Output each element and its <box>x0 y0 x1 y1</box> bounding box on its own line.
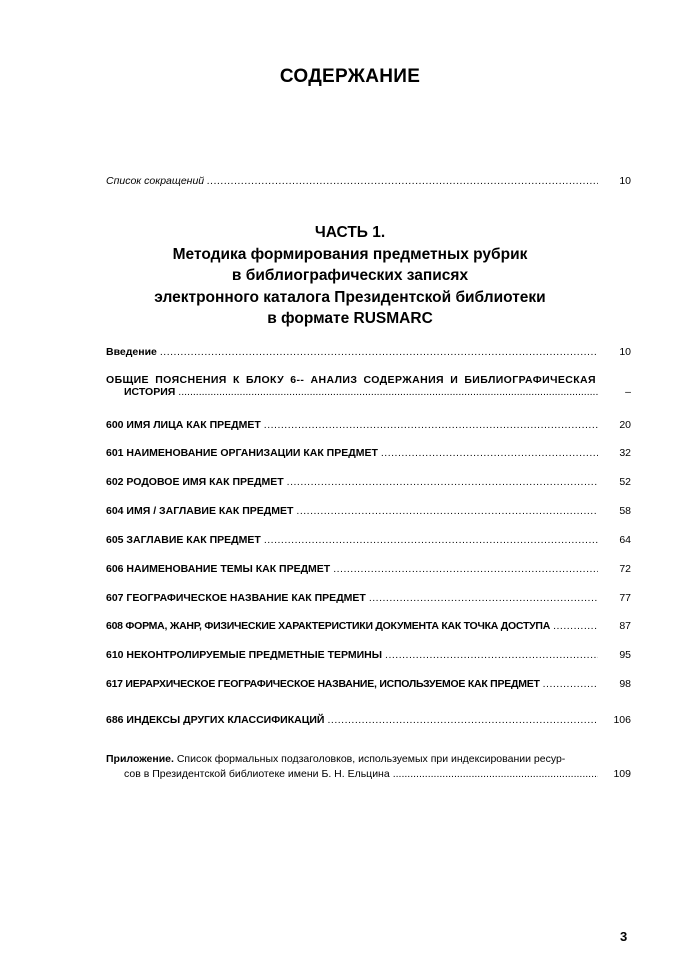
toc-entry-604[interactable] <box>106 505 631 517</box>
toc-entry-label: 601 НАИМЕНОВАНИЕ ОРГАНИЗАЦИИ КАК ПРЕДМЕТ <box>106 447 378 459</box>
toc-entry-label: 617 ИЕРАРХИЧЕСКОЕ ГЕОГРАФИЧЕСКОЕ НАЗВАНИЕ, ИСПОЛЬЗУЕМОЕ КАК ПРЕДМЕТ <box>106 678 540 690</box>
toc-entry-label: 600 ИМЯ ЛИЦА КАК ПРЕДМЕТ <box>106 419 261 431</box>
toc-entry-600[interactable] <box>106 419 631 431</box>
part-heading-line: Методика формирования предметных рубрик <box>172 245 528 263</box>
toc-entry-page: 20 <box>619 419 631 431</box>
dot-leader <box>264 419 598 431</box>
toc-entry-introduction[interactable] <box>106 346 631 358</box>
appendix-line-1 <box>106 752 596 767</box>
part-heading-line: в формате RUSMARC <box>267 310 433 327</box>
dot-leader <box>553 620 598 632</box>
toc-entry-label: 608 ФОРМА, ЖАНР, ФИЗИЧЕСКИЕ ХАРАКТЕРИСТИКИ ДОКУМЕНТА КАК ТОЧКА ДОСТУПА <box>106 620 551 632</box>
page-title: СОДЕРЖАНИЕ <box>279 66 421 87</box>
toc-entry-general[interactable] <box>106 374 631 398</box>
appendix-label: Приложение. <box>106 753 174 765</box>
toc-entry-page: 109 <box>613 768 631 780</box>
toc-entry-page: – <box>625 386 631 398</box>
dot-leader <box>369 592 598 604</box>
toc-entry-page: 98 <box>619 678 631 690</box>
toc-entry-label: 686 ИНДЕКСЫ ДРУГИХ КЛАССИФИКАЦИЙ <box>106 714 325 726</box>
dot-leader <box>207 175 598 187</box>
toc-entry-page: 106 <box>613 714 631 726</box>
dot-leader <box>381 447 598 459</box>
dot-leader <box>178 386 598 398</box>
toc-entry-686[interactable] <box>106 714 631 726</box>
part-heading-line: в библиографических записях <box>231 267 469 284</box>
toc-entry-607[interactable] <box>106 592 631 604</box>
toc-entry-606[interactable] <box>106 563 631 575</box>
toc-entry-610[interactable] <box>106 649 631 661</box>
dot-leader <box>160 346 598 358</box>
toc-entry-617[interactable] <box>106 678 631 690</box>
toc-entry-label: ОБЩИЕ ПОЯСНЕНИЯ К БЛОКУ 6-- АНАЛИЗ СОДЕРЖАНИЯ И БИБЛИОГРАФИЧЕСКАЯ <box>106 374 596 386</box>
toc-entry-label-continuation: ИСТОРИЯ <box>124 386 176 398</box>
dot-leader <box>264 534 598 546</box>
toc-entry-page: 32 <box>619 447 631 459</box>
dot-leader <box>393 767 598 782</box>
dot-leader <box>296 505 598 517</box>
toc-entry-label: 607 ГЕОГРАФИЧЕСКОЕ НАЗВАНИЕ КАК ПРЕДМЕТ <box>106 592 366 604</box>
toc-entry-602[interactable] <box>106 476 631 488</box>
toc-entry-605[interactable] <box>106 534 631 546</box>
toc-entry-label: 605 ЗАГЛАВИЕ КАК ПРЕДМЕТ <box>106 534 261 546</box>
toc-entry-label: 606 НАИМЕНОВАНИЕ ТЕМЫ КАК ПРЕДМЕТ <box>106 563 331 575</box>
toc-entry-601[interactable] <box>106 447 631 459</box>
toc-entry-label: 602 РОДОВОЕ ИМЯ КАК ПРЕДМЕТ <box>106 476 284 488</box>
toc-entry-page: 77 <box>619 592 631 604</box>
toc-entry-page: 72 <box>619 563 631 575</box>
dot-leader <box>287 476 598 488</box>
toc-entry-page: 87 <box>619 620 631 632</box>
toc-entry-abbreviations[interactable] <box>106 175 631 187</box>
part-heading-line: ЧАСТЬ 1. <box>314 224 386 241</box>
toc-entry-appendix[interactable] <box>106 752 631 782</box>
toc-entry-label: 610 НЕКОНТРОЛИРУЕМЫЕ ПРЕДМЕТНЫЕ ТЕРМИНЫ <box>106 649 383 661</box>
dot-leader <box>385 649 598 661</box>
toc-entry-page: 10 <box>619 346 631 358</box>
toc-entry-page: 58 <box>619 505 631 517</box>
toc-entry-page: 64 <box>619 534 631 546</box>
appendix-text-continuation: сов в Президентской библиотеке имени Б. Н. Ельцина <box>124 768 390 780</box>
toc-entry-label: Список сокращений <box>106 175 205 187</box>
page-number: 3 <box>620 929 628 944</box>
part-heading-line: электронного каталога Президентской библиотеки <box>154 288 546 306</box>
part-heading <box>0 222 700 330</box>
toc-entry-page: 95 <box>619 649 631 661</box>
toc-entry-label: Введение <box>106 346 157 358</box>
toc-entry-page: 10 <box>619 175 631 187</box>
dot-leader <box>327 714 598 726</box>
dot-leader <box>543 678 598 690</box>
toc-entry-label: 604 ИМЯ / ЗАГЛАВИЕ КАК ПРЕДМЕТ <box>106 505 294 517</box>
dot-leader <box>333 563 598 575</box>
appendix-text: Список формальных подзаголовков, используемых при индексировании ресур- <box>173 753 566 765</box>
toc-entry-608[interactable] <box>106 620 631 632</box>
toc-entry-page: 52 <box>619 476 631 488</box>
